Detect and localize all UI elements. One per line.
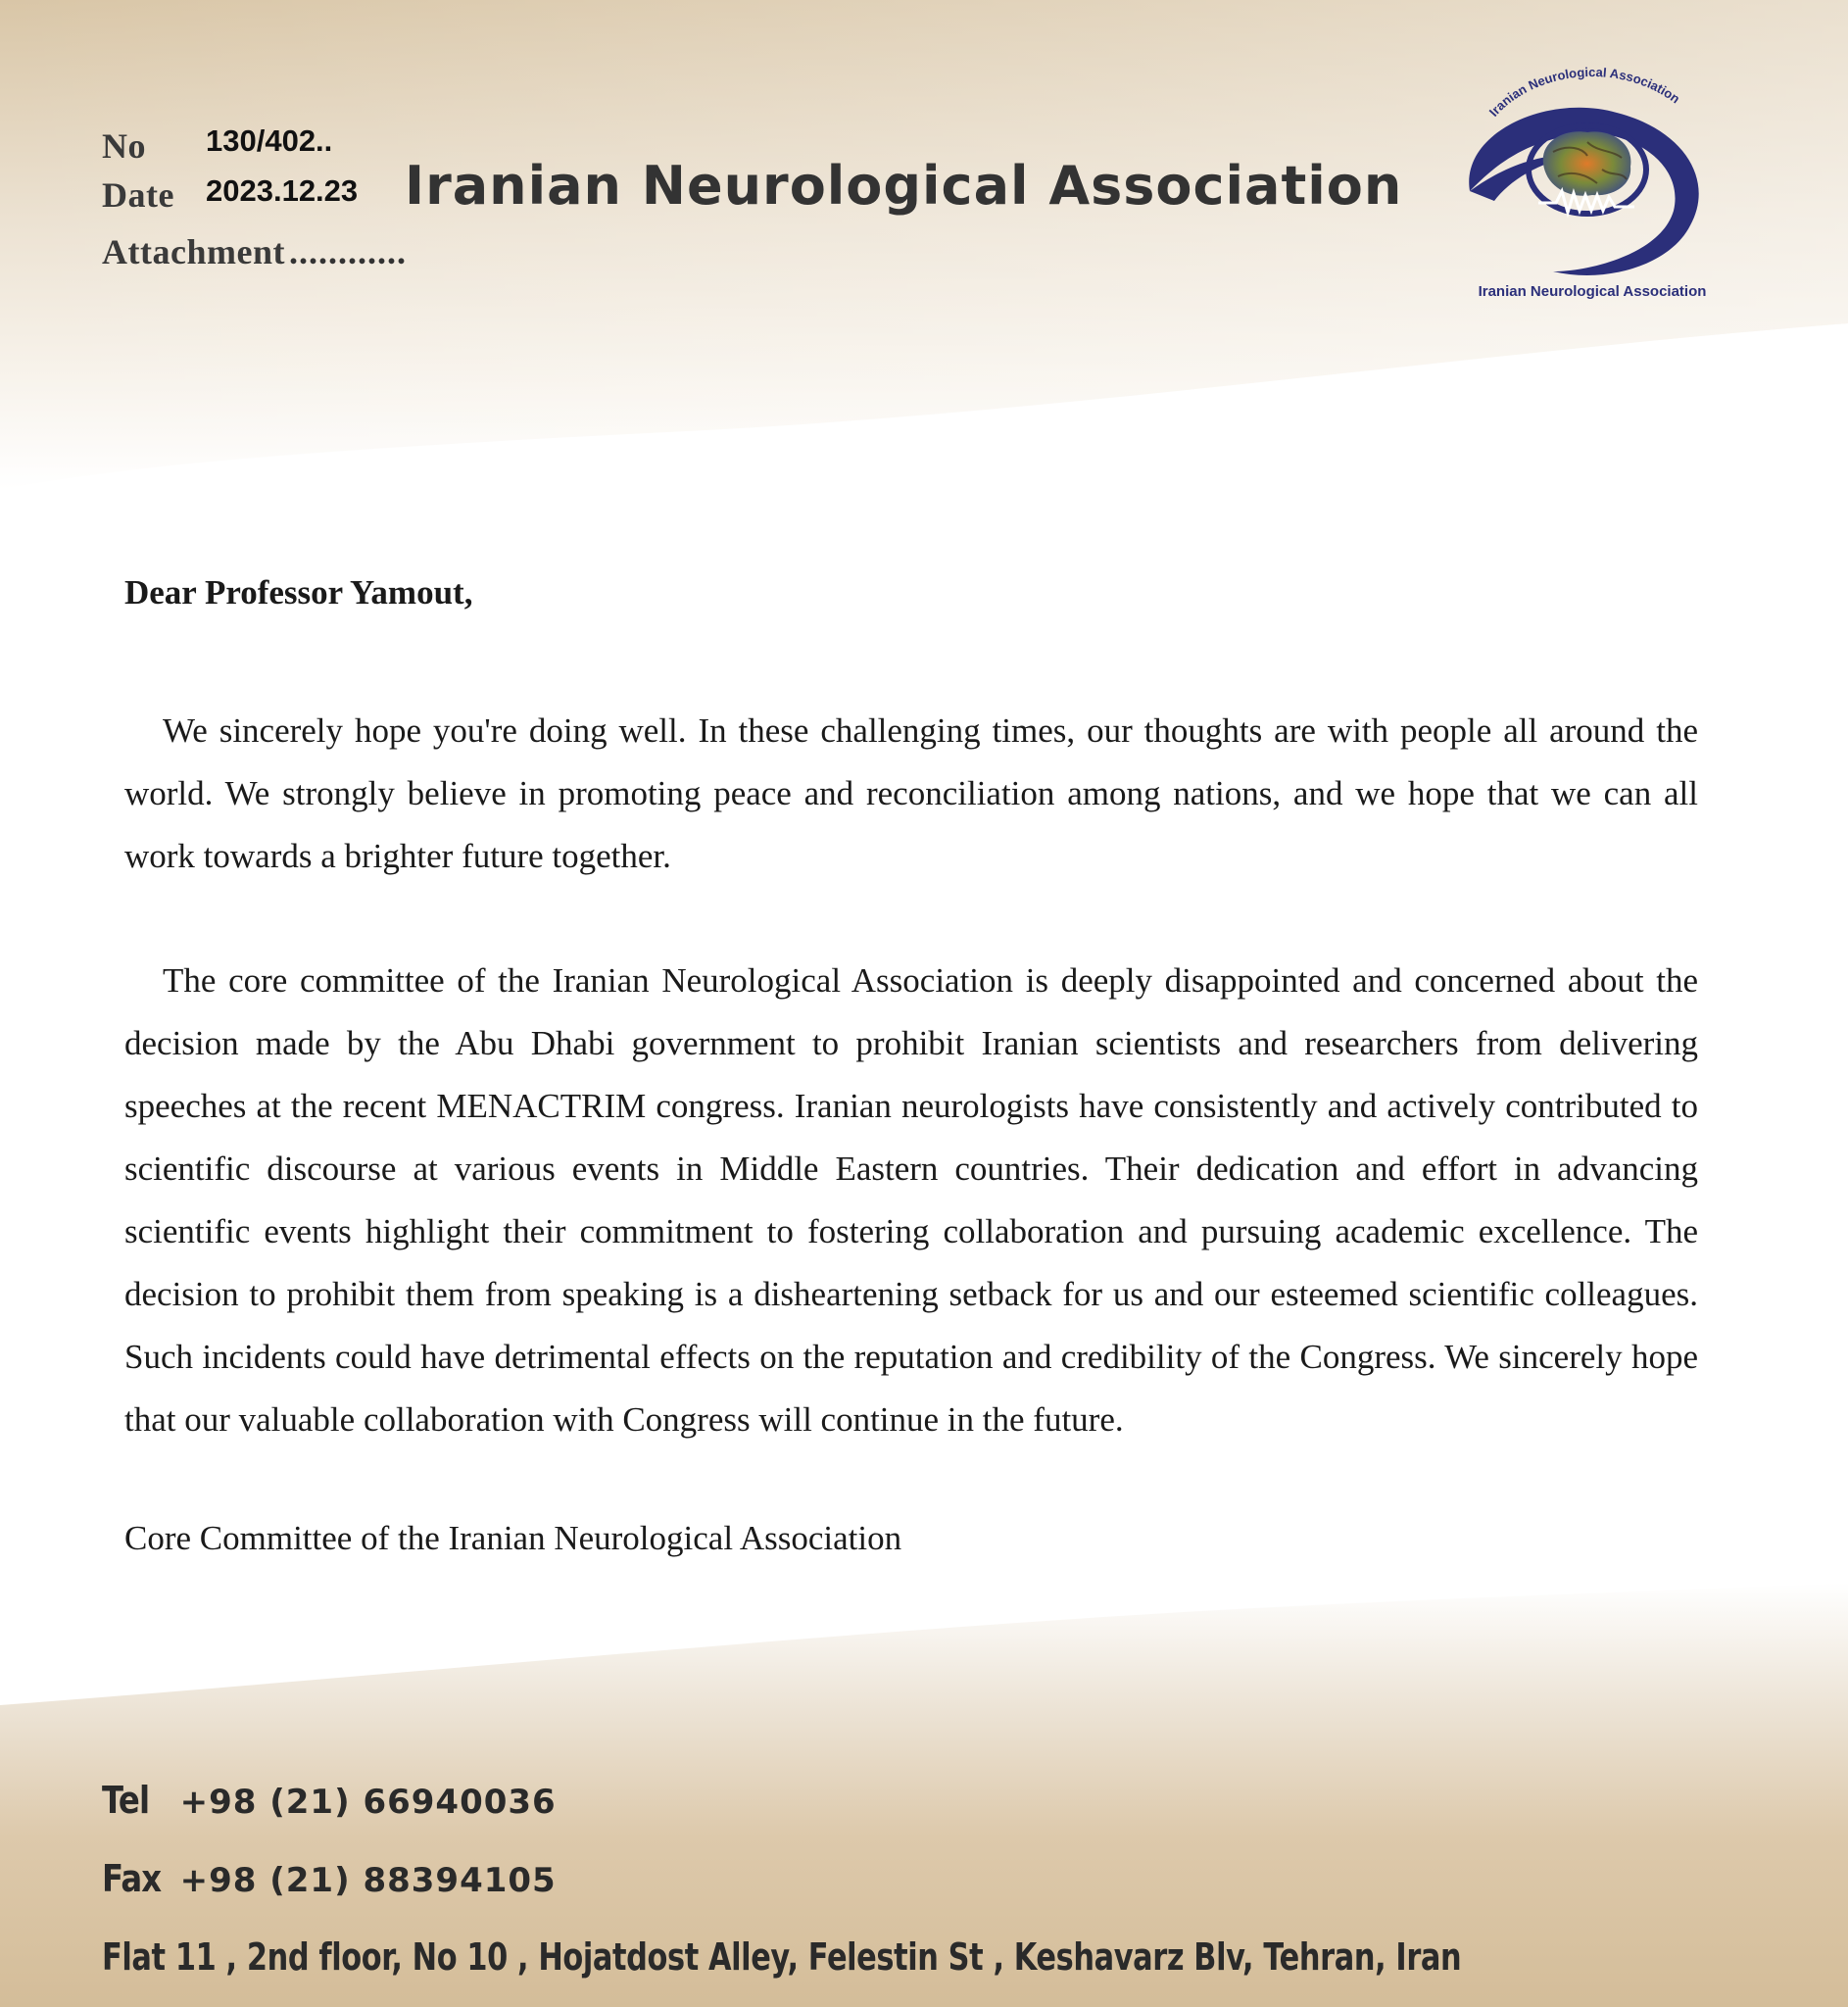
telephone-value: +98 (21) 66940036 bbox=[179, 1783, 557, 1822]
paragraph-2: The core committee of the Iranian Neurological Association is deeply disappointed and concerned about the decision made by the Abu Dhabi government to prohibit Iranian scientists and researchers from delivering speeches at the recent MENACTRIM congress. Iranian neurologists have consistently and actively contributed to scientific discourse at various events in Middle Eastern countries. Their dedication and effort in advancing scientific events highlight their commitment to fostering collaboration and pursuing academic excellence. The decision to prohibit them from speaking is a disheartening setback for us and our esteemed scientific colleagues. Such incidents could have detrimental effects on the reputation and credibility of the Congress. We sincerely hope that our valuable collaboration with Congress will continue in the future. bbox=[124, 961, 1698, 1439]
logo-ring-text: Iranian Neurological Association bbox=[1485, 65, 1683, 120]
fax-line bbox=[102, 1857, 557, 1900]
salutation: Dear Professor Yamout, bbox=[124, 573, 473, 612]
attachment-label: Attachment bbox=[102, 232, 285, 271]
address-line: Flat 11 , 2nd floor, No 10 , Hojatdost Alley, Felestin St , Keshavarz Blv, Tehran, Iran bbox=[102, 1935, 1462, 1979]
number-row bbox=[102, 123, 333, 167]
number-value: 130/402.. bbox=[206, 123, 333, 158]
association-logo bbox=[1440, 54, 1734, 309]
attachment-row bbox=[102, 231, 407, 272]
date-label: Date bbox=[102, 175, 174, 215]
signoff: Core Committee of the Iranian Neurological Association bbox=[124, 1519, 902, 1557]
fax-label: Fax bbox=[102, 1857, 162, 1900]
date-value: 2023.12.23 bbox=[206, 173, 359, 208]
attachment-dots: ............ bbox=[288, 232, 407, 271]
organization-title: Iranian Neurological Association bbox=[405, 155, 1403, 217]
fax-value: +98 (21) 88394105 bbox=[179, 1861, 557, 1900]
paragraph-1: We sincerely hope you're doing well. In these challenging times, our thoughts are with people all around the world. We strongly believe in promoting peace and reconciliation among nations, and we hope that we can all work towards a brighter future together. bbox=[124, 711, 1698, 875]
number-label: No bbox=[102, 126, 146, 166]
date-row bbox=[102, 173, 359, 216]
telephone-label: Tel bbox=[102, 1779, 150, 1822]
telephone-line bbox=[102, 1779, 557, 1822]
logo-caption: Iranian Neurological Association bbox=[1478, 283, 1707, 300]
